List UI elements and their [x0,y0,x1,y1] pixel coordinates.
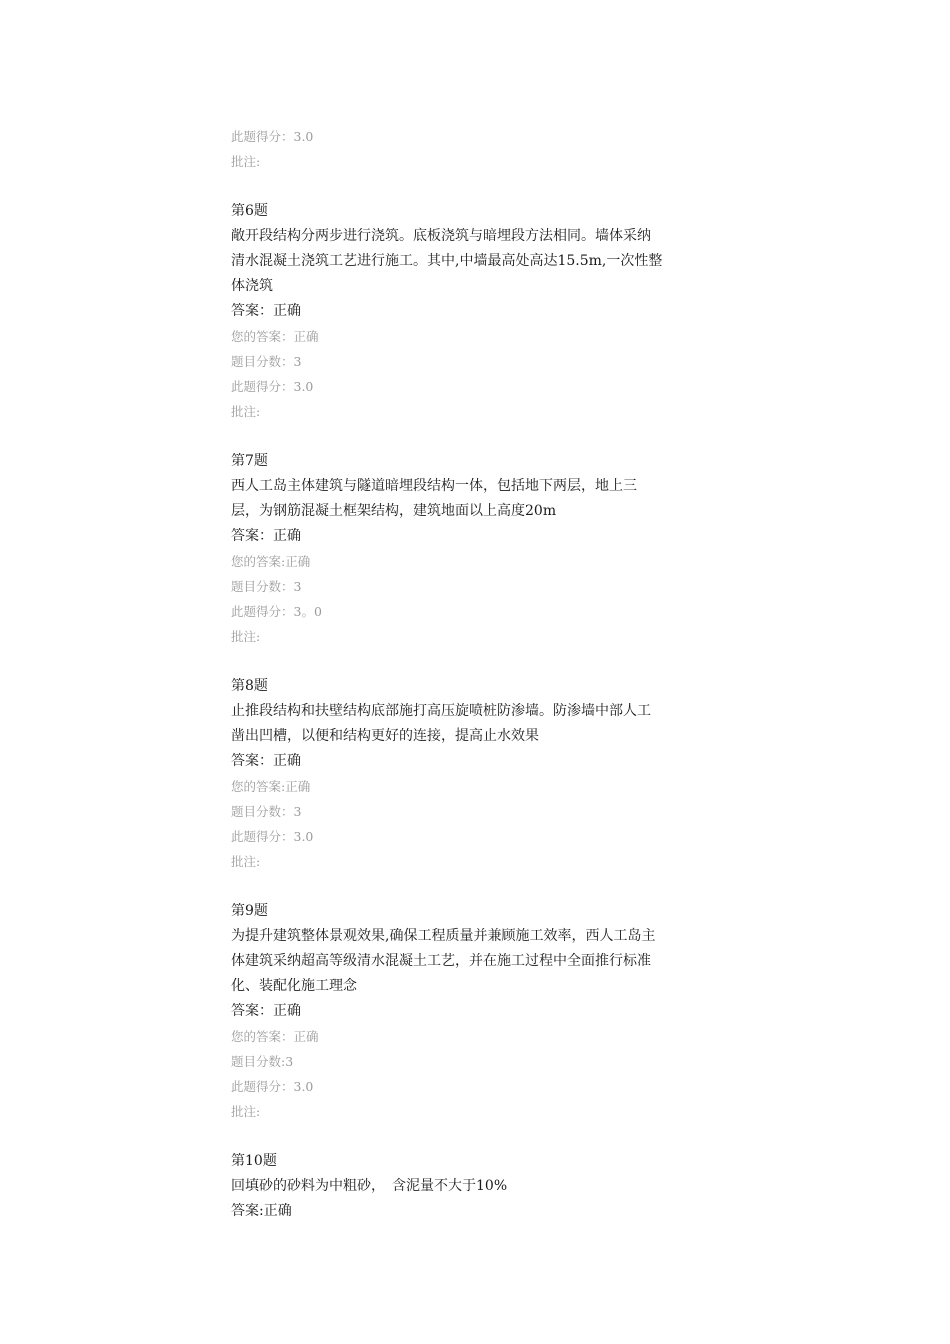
question-title: 第10题 [231,1153,277,1169]
spacer [231,424,731,449]
correct-answer: 答案：正确 [231,753,301,769]
question-text-line: 层，为钢筋混凝土框架结构，建筑地面以上高度20m [231,503,557,519]
question-score: 此题得分：3.0 [231,829,314,844]
correct-answer: 答案:正确 [231,1203,292,1219]
question-text-line: 凿出凹槽，以便和结构更好的连接，提高止水效果 [231,728,539,744]
question-score: 此题得分：3.0 [231,379,314,394]
correct-answer: 答案：正确 [231,1003,301,1019]
question-points: 题目分数：3 [231,804,302,819]
correct-answer: 答案：正确 [231,528,301,544]
question-6 [231,199,731,424]
question-score: 此题得分：3。0 [231,604,322,619]
question-text-line: 清水混凝土浇筑工艺进行施工。其中,中墙最高处高达15.5m,一次性整 [231,253,663,269]
spacer [231,874,731,899]
question-9 [231,899,731,1124]
prev-note-line: 批注: [231,154,261,169]
question-text-line: 止推段结构和扶壁结构底部施打高压旋喷桩防渗墙。防渗墙中部人工 [231,703,651,719]
question-note: 批注: [231,854,261,869]
question-7 [231,449,731,649]
correct-answer: 答案：正确 [231,303,301,319]
spacer [231,1124,731,1149]
question-8 [231,674,731,874]
question-score: 此题得分：3.0 [231,1079,314,1094]
your-answer: 您的答案：正确 [231,329,319,344]
your-answer: 您的答案:正确 [231,779,311,794]
question-text-line: 体建筑采纳超高等级清水混凝土工艺，并在施工过程中全面推行标准 [231,953,651,969]
question-note: 批注: [231,629,261,644]
question-points: 题目分数:3 [231,1054,294,1069]
your-answer: 您的答案：正确 [231,1029,319,1044]
question-title: 第6题 [231,203,268,219]
question-text-line: 体浇筑 [231,278,273,294]
question-text-line: 回填砂的砂料为中粗砂， 含泥量不大于10% [231,1178,508,1194]
question-note: 批注: [231,404,261,419]
question-title: 第9题 [231,903,268,919]
question-text-line: 西人工岛主体建筑与隧道暗埋段结构一体，包括地下两层，地上三 [231,478,637,494]
spacer [231,174,731,199]
question-points: 题目分数：3 [231,354,302,369]
question-note: 批注: [231,1104,261,1119]
question-text-line: 敞开段结构分两步进行浇筑。底板浇筑与暗埋段方法相同。墙体采纳 [231,228,651,244]
spacer [231,649,731,674]
question-title: 第8题 [231,678,268,694]
your-answer: 您的答案:正确 [231,554,311,569]
question-points: 题目分数：3 [231,579,302,594]
question-title: 第7题 [231,453,268,469]
prev-score-line: 此题得分：3.0 [231,129,314,144]
document-page [231,124,731,1224]
question-10 [231,1149,731,1224]
question-text-line: 为提升建筑整体景观效果,确保工程质量并兼顾施工效率，西人工岛主 [231,928,656,944]
question-text-line: 化、装配化施工理念 [231,978,357,994]
